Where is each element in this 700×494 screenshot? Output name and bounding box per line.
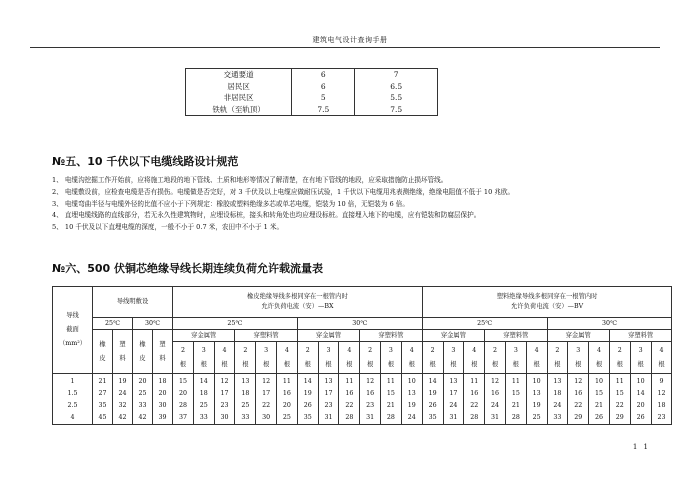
table-cell: 15 xyxy=(381,388,402,400)
table-cell: 23 xyxy=(651,412,672,425)
table-cell: 24 xyxy=(547,400,568,412)
list-item: 1、 电缆沟挖掘工作开始前，应将施工地段的地下管线、土质和地形等情况了解清楚，在有地下管线的地段，应采取措施防止损坏管线。 xyxy=(52,176,448,184)
table-row xyxy=(53,400,672,412)
table-cell: 39 xyxy=(153,412,173,425)
table-cell: 20 xyxy=(173,388,194,400)
plastic-pipe-header: 穿塑料管 xyxy=(485,330,547,342)
table-cell: 24 xyxy=(443,400,464,412)
table-cell: 35 xyxy=(422,412,443,425)
plastic-pipe-header: 穿塑料管 xyxy=(609,330,672,342)
table-cell: 11 xyxy=(609,374,630,389)
temp-header: 25℃ xyxy=(422,318,547,330)
conductor-count-header: 4 根 xyxy=(464,342,485,374)
table-cell: 11 xyxy=(339,374,360,389)
conductor-count-header: 3 根 xyxy=(318,342,339,374)
table-cell: 22 xyxy=(464,400,485,412)
table-cell: 10 xyxy=(526,374,547,389)
table-cell: 22 xyxy=(256,400,277,412)
conductor-count-header: 2 根 xyxy=(485,342,506,374)
table-cell: 11 xyxy=(464,374,485,389)
table-cell: 14 xyxy=(193,374,214,389)
table-cell: 14 xyxy=(630,388,651,400)
conductor-count-header: 4 根 xyxy=(214,342,235,374)
temp-header: 30℃ xyxy=(547,318,672,330)
conductor-count-header: 3 根 xyxy=(256,342,277,374)
ampacity-table xyxy=(52,286,672,425)
table-cell: 10 xyxy=(589,374,610,389)
table-cell: 31 xyxy=(318,412,339,425)
list-item: 2、 电缆敷设前，应检查电缆是否有损伤。电缆做是否完好，对 3 千伏及以上电缆应做耐压试验，1 千伏以下电缆用兆表测绝缘，绝缘电阻值不低于 10 兆欧。 xyxy=(52,187,515,196)
list-item: 3、 电缆弯曲半径与电缆外径的比值不应小于下列规定：橡胶或塑料绝缘多芯或单芯电缆，铠装为 10 倍，无铠装为 6 倍。 xyxy=(52,199,409,208)
table-cell: 17 xyxy=(443,388,464,400)
temp-header: 30℃ xyxy=(133,318,173,330)
table-cell: 7 xyxy=(355,69,438,81)
table-cell: 30 xyxy=(153,400,173,412)
wire-section-header: 导线 截面 （mm²） xyxy=(53,287,93,374)
table-cell: 12 xyxy=(651,388,672,400)
plastic-pipe-header: 穿塑料管 xyxy=(360,330,423,342)
table-cell: 15 xyxy=(173,374,194,389)
conductor-count-header: 2 根 xyxy=(422,342,443,374)
table-cell: 35 xyxy=(93,400,113,412)
table-cell: 16 xyxy=(485,388,506,400)
table-cell: 16 xyxy=(464,388,485,400)
table-cell: 16 xyxy=(339,388,360,400)
table-cell: 6 xyxy=(292,69,355,81)
conductor-count-header: 2 根 xyxy=(173,342,194,374)
table-cell: 19 xyxy=(113,374,133,389)
list-item: 5、 10 千伏及以下直埋电缆的深度，一般不小于 0.7 米，农田中不小于 1 米。 xyxy=(52,223,284,232)
table-cell: 1.5 xyxy=(53,388,93,400)
table-cell: 28 xyxy=(464,412,485,425)
table-cell: 33 xyxy=(133,400,153,412)
table-cell: 19 xyxy=(422,388,443,400)
rubber-col: 橡 皮 xyxy=(133,330,153,374)
table-cell: 5.5 xyxy=(355,92,438,104)
table-cell: 26 xyxy=(589,412,610,425)
temp-header: 30℃ xyxy=(297,318,422,330)
plastic-col: 塑 料 xyxy=(153,330,173,374)
table-cell: 28 xyxy=(173,400,194,412)
table-cell: 4 xyxy=(53,412,93,425)
table-cell: 18 xyxy=(547,388,568,400)
page-number: 1 1 xyxy=(632,443,650,451)
conductor-count-header: 3 根 xyxy=(568,342,589,374)
table-cell: 21 xyxy=(93,374,113,389)
plastic-pipe-header: 穿塑料管 xyxy=(235,330,297,342)
conductor-count-header: 4 根 xyxy=(277,342,298,374)
table-cell: 16 xyxy=(277,388,298,400)
table-cell: 26 xyxy=(630,412,651,425)
table-cell: 20 xyxy=(277,400,298,412)
table-cell: 15 xyxy=(609,388,630,400)
table-row xyxy=(186,81,438,93)
rubber-insulated-header: 橡皮绝缘导线多根同穿在一根管内时 允许负荷电流（安）—BX xyxy=(173,287,423,318)
open-laying-header: 导线明敷设 xyxy=(93,287,173,318)
table-cell: 31 xyxy=(443,412,464,425)
table-cell: 30 xyxy=(256,412,277,425)
conductor-count-header: 4 根 xyxy=(526,342,547,374)
table-cell: 22 xyxy=(339,400,360,412)
table-cell: 33 xyxy=(547,412,568,425)
table-cell: 12 xyxy=(485,374,506,389)
table-cell: 23 xyxy=(360,400,381,412)
table-cell: 1 xyxy=(53,374,93,389)
table-cell: 24 xyxy=(113,388,133,400)
table-cell: 32 xyxy=(113,400,133,412)
table-cell: 28 xyxy=(505,412,526,425)
conductor-count-header: 3 根 xyxy=(505,342,526,374)
table-cell: 铁轨（至轨顶） xyxy=(186,104,292,116)
table-cell: 29 xyxy=(609,412,630,425)
list-item: 4、 直埋电缆线路的直线部分，若无永久性建筑物时，应埋设标桩，接头和转角处也均应埋设标桩。直接埋入地下的电缆，应有铠装和防腐层保护。 xyxy=(52,211,481,220)
table-cell: 11 xyxy=(277,374,298,389)
table-cell: 42 xyxy=(133,412,153,425)
plastic-insulated-header: 塑料绝缘导线多根同穿在一根管内时 允许负荷电流（安）—BV xyxy=(422,287,672,318)
table-cell: 12 xyxy=(214,374,235,389)
table-cell: 23 xyxy=(214,400,235,412)
table-cell: 29 xyxy=(568,412,589,425)
metal-pipe-header: 穿金属管 xyxy=(422,330,484,342)
table-cell: 20 xyxy=(630,400,651,412)
table-cell: 18 xyxy=(235,388,256,400)
table-cell: 30 xyxy=(214,412,235,425)
table-cell: 2.5 xyxy=(53,400,93,412)
table-cell: 18 xyxy=(153,374,173,389)
plastic-col: 塑 料 xyxy=(113,330,133,374)
table-row xyxy=(53,388,672,400)
table-cell: 11 xyxy=(381,374,402,389)
section-5-title: №五、10 千伏以下电缆线路设计规范 xyxy=(52,155,239,168)
table-cell: 12 xyxy=(360,374,381,389)
table-cell: 25 xyxy=(235,400,256,412)
table-cell: 25 xyxy=(193,400,214,412)
table-cell: 24 xyxy=(485,400,506,412)
conductor-count-header: 2 根 xyxy=(235,342,256,374)
table-cell: 33 xyxy=(193,412,214,425)
table-cell: 27 xyxy=(93,388,113,400)
table-cell: 7.5 xyxy=(292,104,355,116)
temp-header: 25℃ xyxy=(173,318,298,330)
table-cell: 23 xyxy=(318,400,339,412)
table-row xyxy=(186,104,438,116)
table-cell: 13 xyxy=(401,388,422,400)
conductor-count-header: 3 根 xyxy=(381,342,402,374)
table-cell: 5 xyxy=(292,92,355,104)
conductor-count-header: 3 根 xyxy=(193,342,214,374)
table-cell: 15 xyxy=(505,388,526,400)
table-cell: 28 xyxy=(339,412,360,425)
conductor-count-header: 2 根 xyxy=(547,342,568,374)
table-cell: 21 xyxy=(505,400,526,412)
table-cell: 24 xyxy=(401,412,422,425)
table-cell: 19 xyxy=(526,400,547,412)
table-cell: 9 xyxy=(651,374,672,389)
conductor-count-header: 2 根 xyxy=(360,342,381,374)
table-cell: 21 xyxy=(589,400,610,412)
table-cell: 21 xyxy=(381,400,402,412)
table-cell: 28 xyxy=(381,412,402,425)
conductor-count-header: 2 根 xyxy=(609,342,630,374)
table-row xyxy=(186,92,438,104)
table-cell: 14 xyxy=(422,374,443,389)
conductor-count-header: 2 根 xyxy=(297,342,318,374)
table-cell: 10 xyxy=(630,374,651,389)
temp-header: 25℃ xyxy=(93,318,133,330)
table-cell: 25 xyxy=(133,388,153,400)
rubber-col: 橡 皮 xyxy=(93,330,113,374)
table-cell: 22 xyxy=(609,400,630,412)
conductor-count-header: 4 根 xyxy=(339,342,360,374)
table-cell: 7.5 xyxy=(355,104,438,116)
conductor-count-header: 4 根 xyxy=(589,342,610,374)
table-cell: 13 xyxy=(547,374,568,389)
table-cell: 17 xyxy=(318,388,339,400)
table-cell: 17 xyxy=(256,388,277,400)
table-cell: 11 xyxy=(505,374,526,389)
table-cell: 31 xyxy=(360,412,381,425)
table-cell: 31 xyxy=(485,412,506,425)
table-cell: 42 xyxy=(113,412,133,425)
table-cell: 13 xyxy=(235,374,256,389)
table-cell: 35 xyxy=(297,412,318,425)
conductor-count-header: 3 根 xyxy=(630,342,651,374)
table-cell: 19 xyxy=(401,400,422,412)
table-cell: 15 xyxy=(589,388,610,400)
table-cell: 20 xyxy=(153,388,173,400)
table-cell: 交通要道 xyxy=(186,69,292,81)
clearance-table xyxy=(185,68,438,116)
table-cell: 居民区 xyxy=(186,81,292,93)
table-row xyxy=(53,374,672,389)
section-5-items xyxy=(52,175,672,234)
table-row xyxy=(186,69,438,81)
table-cell: 18 xyxy=(651,400,672,412)
table-cell: 19 xyxy=(297,388,318,400)
table-cell: 13 xyxy=(526,388,547,400)
header-divider xyxy=(30,47,660,48)
table-cell: 20 xyxy=(133,374,153,389)
table-cell: 12 xyxy=(256,374,277,389)
conductor-count-header: 4 根 xyxy=(401,342,422,374)
table-cell: 6.5 xyxy=(355,81,438,93)
table-row xyxy=(53,412,672,425)
metal-pipe-header: 穿金属管 xyxy=(547,330,609,342)
table-cell: 非居民区 xyxy=(186,92,292,104)
table-cell: 13 xyxy=(318,374,339,389)
table-cell: 16 xyxy=(568,388,589,400)
table-cell: 12 xyxy=(568,374,589,389)
table-cell: 10 xyxy=(401,374,422,389)
section-6-title: №六、500 伏铜芯绝缘导线长期连续负荷允许载流量表 xyxy=(52,262,324,275)
conductor-count-header: 4 根 xyxy=(651,342,672,374)
table-cell: 22 xyxy=(568,400,589,412)
metal-pipe-header: 穿金属管 xyxy=(173,330,235,342)
metal-pipe-header: 穿金属管 xyxy=(297,330,359,342)
page-header: 建筑电气设计查询手册 xyxy=(312,36,388,44)
table-cell: 13 xyxy=(443,374,464,389)
table-cell: 25 xyxy=(526,412,547,425)
table-cell: 45 xyxy=(93,412,113,425)
table-cell: 14 xyxy=(297,374,318,389)
table-cell: 16 xyxy=(360,388,381,400)
conductor-count-header: 3 根 xyxy=(443,342,464,374)
table-cell: 26 xyxy=(422,400,443,412)
table-cell: 26 xyxy=(297,400,318,412)
table-cell: 17 xyxy=(214,388,235,400)
table-cell: 37 xyxy=(173,412,194,425)
table-cell: 25 xyxy=(277,412,298,425)
table-cell: 6 xyxy=(292,81,355,93)
table-cell: 33 xyxy=(235,412,256,425)
table-cell: 18 xyxy=(193,388,214,400)
